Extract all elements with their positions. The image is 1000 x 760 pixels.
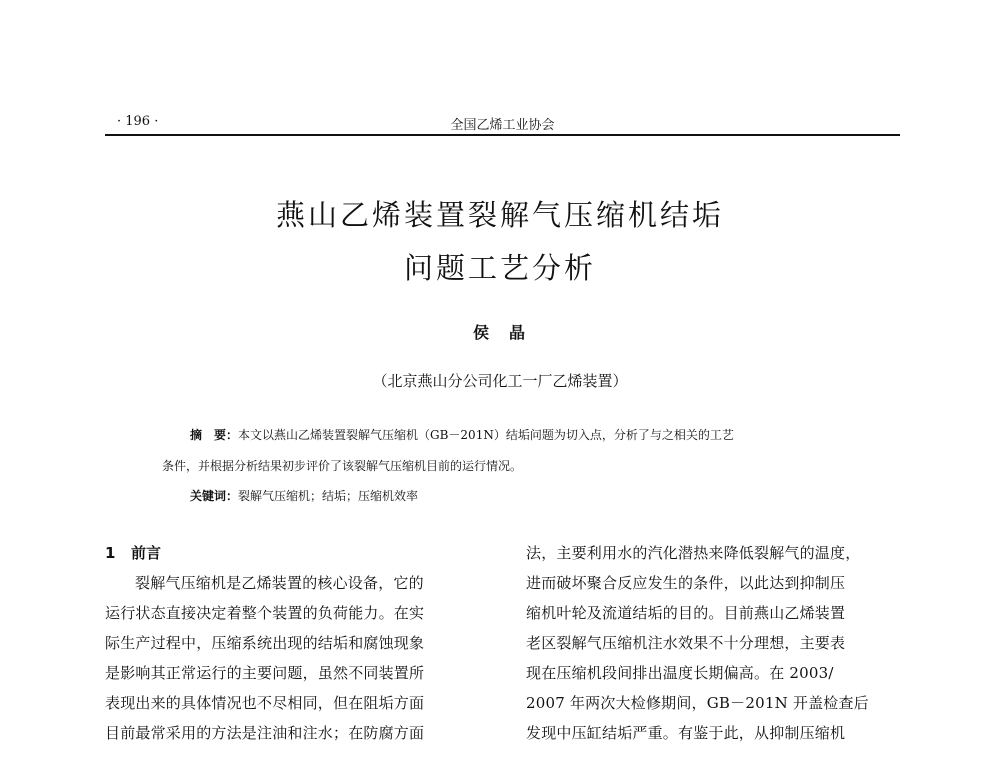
body-line: 运行状态直接决定着整个装置的负荷能力。在实 bbox=[105, 604, 425, 622]
body-line: 现在压缩机段间排出温度长期偏高。在 2003/ bbox=[526, 664, 834, 682]
abstract-text-1: 本文以燕山乙烯装置裂解气压缩机（GB－201N）结垢问题为切入点，分析了与之相关的工艺 bbox=[238, 428, 734, 442]
abstract-text-2: 条件，并根据分析结果初步评价了该裂解气压缩机目前的运行情况。 bbox=[162, 459, 523, 473]
author-affiliation: （北京燕山分公司化工一厂乙烯装置） bbox=[372, 372, 628, 390]
body-line: 法，主要利用水的汽化潜热来降低裂解气的温度， bbox=[526, 544, 861, 562]
body-line: 缩机叶轮及流道结垢的目的。目前燕山乙烯装置 bbox=[526, 604, 846, 622]
body-line: 表现出来的具体情况也不尽相同，但在阻垢方面 bbox=[105, 694, 425, 712]
right-column bbox=[526, 538, 901, 748]
body-line: 老区裂解气压缩机注水效果不十分理想，主要表 bbox=[526, 634, 846, 652]
abstract-line-1 bbox=[190, 426, 734, 444]
keywords-text: 裂解气压缩机；结垢；压缩机效率 bbox=[238, 489, 419, 503]
body-line: 是影响其正常运行的主要问题，虽然不同装置所 bbox=[105, 664, 425, 682]
section-number: 1 bbox=[105, 544, 116, 562]
title-line-1: 燕山乙烯装置裂解气压缩机结垢 bbox=[275, 198, 724, 232]
body-line: 进而破坏聚合反应发生的条件，以此达到抑制压 bbox=[526, 574, 846, 592]
section-title: 前言 bbox=[131, 544, 162, 562]
running-header bbox=[105, 108, 900, 134]
body-line: 2007 年两次大检修期间，GB－201N 开盖检查后 bbox=[526, 694, 869, 712]
body-line: 际生产过程中，压缩系统出现的结垢和腐蚀现象 bbox=[105, 634, 425, 652]
abstract-label: 摘 要： bbox=[190, 428, 239, 442]
left-column bbox=[105, 538, 480, 748]
author-name: 侯 晶 bbox=[472, 323, 527, 342]
keywords-label: 关键词： bbox=[190, 489, 239, 503]
page-number: · 196 · bbox=[117, 114, 159, 129]
body-line: 裂解气压缩机是乙烯装置的核心设备，它的 bbox=[135, 574, 424, 592]
journal-name: 全国乙烯工业协会 bbox=[450, 118, 555, 133]
title-line-2: 问题工艺分析 bbox=[403, 251, 596, 285]
body-line: 目前最常采用的方法是注油和注水；在防腐方面 bbox=[105, 724, 425, 742]
body-line: 发现中压缸结垢严重。有鉴于此，从抑制压缩机 bbox=[526, 724, 846, 742]
keywords bbox=[190, 487, 418, 505]
section-heading bbox=[105, 538, 480, 568]
header-rule bbox=[105, 134, 900, 136]
